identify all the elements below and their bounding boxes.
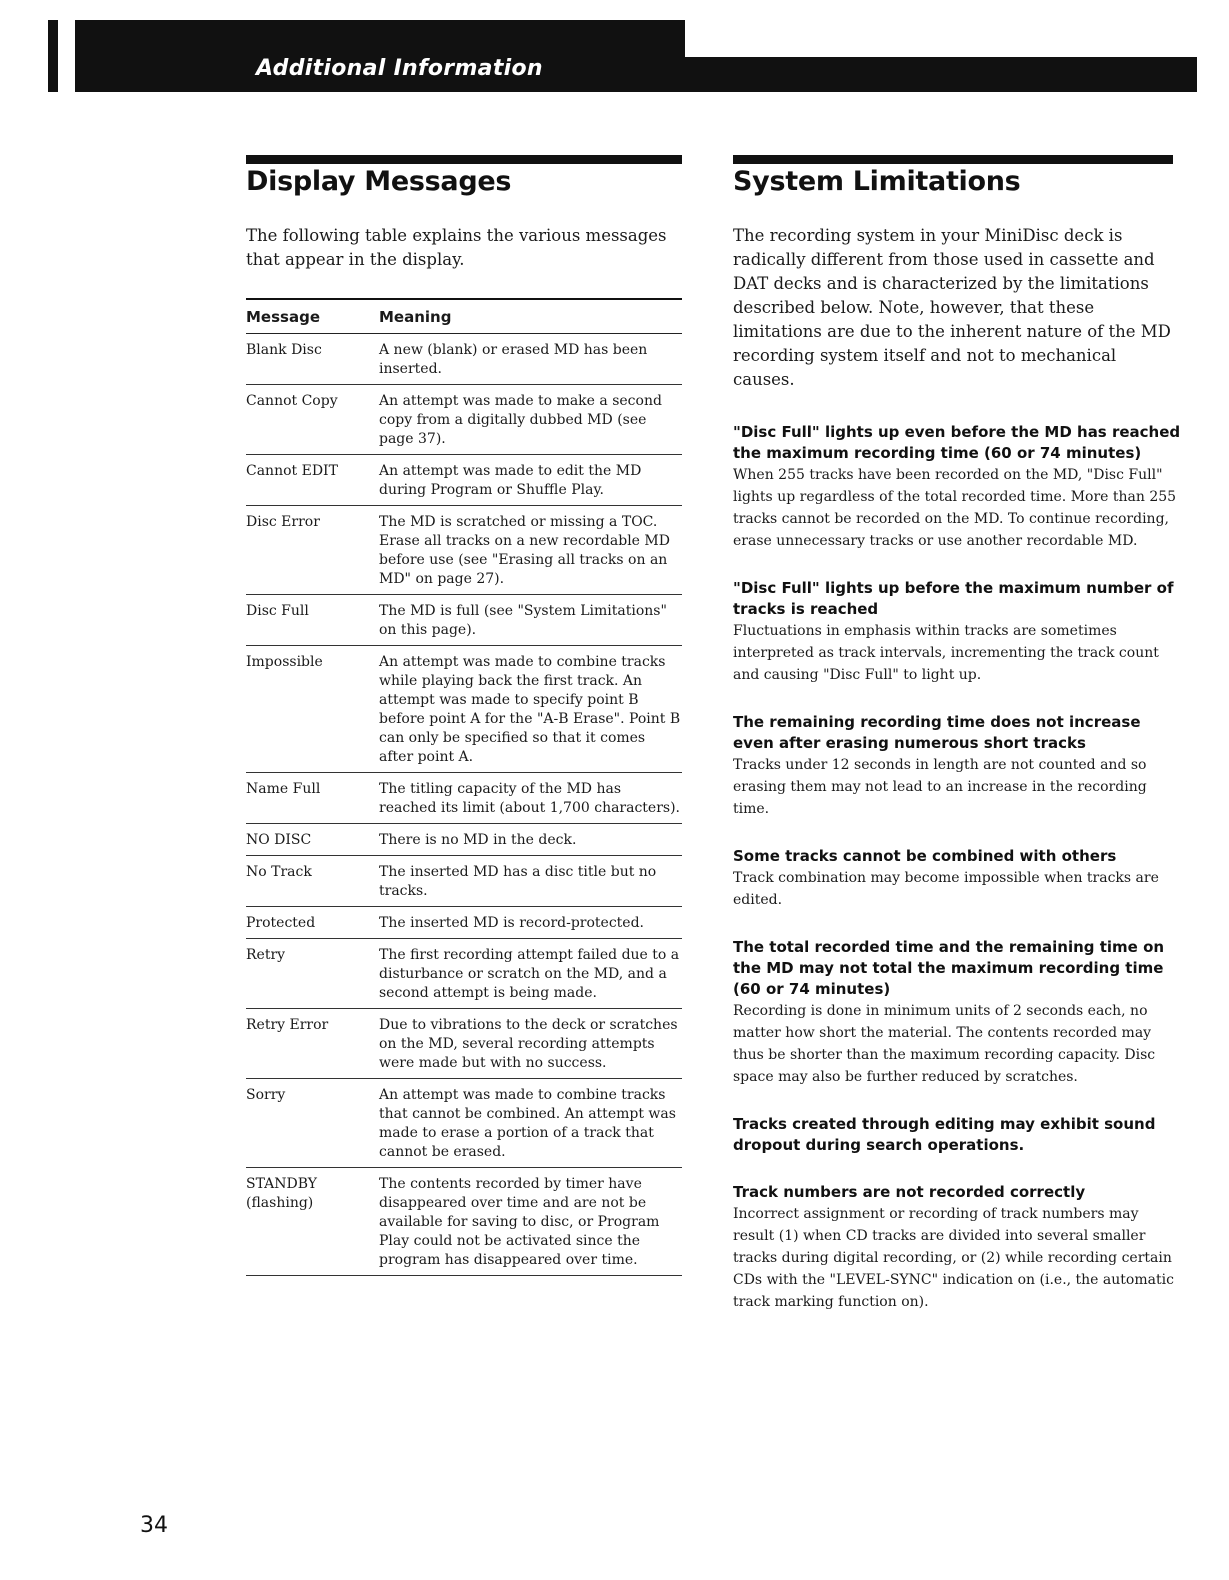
limitation-body: Tracks under 12 seconds in length are not counted and so erasing them may not lead to an increase in the recording time. (733, 757, 1147, 817)
table-row (246, 646, 682, 773)
messages-table (246, 298, 682, 1276)
meaning-cell: The inserted MD has a disc title but no tracks. (379, 864, 657, 899)
table-body (246, 334, 682, 1276)
limitation-heading: "Disc Full" lights up even before the MD has reached the maximum recording time (60 or 74 minutes) (733, 423, 1181, 462)
message-cell: Disc Full (246, 603, 309, 619)
meaning-cell: The inserted MD is record-protected. (379, 915, 644, 931)
message-cell: Blank Disc (246, 342, 322, 358)
column-header-message: Message (246, 307, 320, 326)
meaning-cell: The titling capacity of the MD has reached its limit (about 1,700 characters). (379, 781, 681, 816)
limitation-topic (733, 578, 1181, 686)
limitation-topic (733, 1114, 1181, 1156)
limitation-body: Track combination may become impossible when tracks are edited. (733, 870, 1159, 908)
meaning-cell: A new (blank) or erased MD has been inserted. (379, 342, 648, 377)
table-row (246, 506, 682, 595)
table-row (246, 1009, 682, 1079)
meaning-cell: The first recording attempt failed due to a disturbance or scratch on the MD, and a second attempt is being made. (379, 947, 680, 1001)
message-cell: Cannot Copy (246, 393, 338, 409)
limitation-heading: "Disc Full" lights up before the maximum number of tracks is reached (733, 579, 1174, 618)
message-cell: Retry (246, 947, 286, 963)
table-row (246, 595, 682, 646)
limitation-heading: The total recorded time and the remaining time on the MD may not total the maximum recording time (60 or 74 minutes) (733, 938, 1165, 998)
message-cell: Sorry (246, 1087, 286, 1103)
table-row (246, 1168, 682, 1276)
meaning-cell: An attempt was made to make a second copy from a digitally dubbed MD (see page 37). (379, 393, 662, 447)
message-cell: NO DISC (246, 832, 312, 848)
table-row (246, 773, 682, 824)
table-row (246, 455, 682, 506)
limitation-topic (733, 1182, 1181, 1313)
table-row (246, 824, 682, 856)
table-row (246, 385, 682, 455)
limitation-topic (733, 937, 1181, 1088)
limitation-heading: Tracks created through editing may exhibit sound dropout during search operations. (733, 1115, 1156, 1154)
chapter-title: Additional Information (256, 56, 543, 81)
message-cell: Disc Error (246, 514, 320, 530)
meaning-cell: There is no MD in the deck. (379, 832, 577, 848)
section-rule-display-messages (246, 155, 682, 164)
display-messages-title: Display Messages (246, 166, 512, 197)
system-limitations-body (733, 224, 1181, 1339)
message-cell: Impossible (246, 654, 323, 670)
message-cell: Name Full (246, 781, 321, 797)
message-cell: Protected (246, 915, 316, 931)
table-row (246, 939, 682, 1009)
message-cell: Retry Error (246, 1017, 329, 1033)
table-row (246, 907, 682, 939)
limitations-list (733, 422, 1181, 1313)
table-row (246, 334, 682, 385)
meaning-cell: An attempt was made to combine tracks while playing back the first track. An attempt was made to specify point B before point A for the "A-B Erase". Point B can only be specified so that it comes after point A. (379, 654, 681, 765)
limitation-heading: Track numbers are not recorded correctly (733, 1183, 1086, 1201)
message-cell: Cannot EDIT (246, 463, 338, 479)
meaning-cell: An attempt was made to edit the MD during Program or Shuffle Play. (379, 463, 642, 498)
limitation-body: When 255 tracks have been recorded on the MD, "Disc Full" lights up regardless of the total recorded time. More than 255 tracks cannot be recorded on the MD. To continue recording, erase unnecessary tracks or use another recordable MD. (733, 467, 1177, 549)
message-cell: No Track (246, 864, 312, 880)
limitation-topic (733, 422, 1181, 552)
section-rule-system-limitations (733, 155, 1173, 164)
meaning-cell: The MD is full (see "System Limitations" on this page). (379, 603, 667, 638)
limitation-body: Recording is done in minimum units of 2 seconds each, no matter how short the material. The contents recorded may thus be shorter than the maximum recording capacity. Disc space may also be further reduced by scratches. (733, 1003, 1156, 1085)
limitation-heading: Some tracks cannot be combined with others (733, 847, 1117, 865)
meaning-cell: An attempt was made to combine tracks that cannot be combined. An attempt was made to erase a portion of a track that cannot be erased. (379, 1087, 676, 1160)
limitation-heading: The remaining recording time does not increase even after erasing numerous short tracks (733, 713, 1141, 752)
table-row (246, 1079, 682, 1168)
limitation-topic (733, 846, 1181, 911)
limitation-body: Incorrect assignment or recording of track numbers may result (1) when CD tracks are divided into several smaller tracks during digital recording, or (2) while recording certain CDs with the "LEVEL-SYNC" indication on (i.e., the automatic track marking function on). (733, 1206, 1174, 1310)
meaning-cell: The contents recorded by timer have disappeared over time and are not be available for saving to disc, or Program Play could not be activated since the program has disappeared over time. (379, 1176, 660, 1268)
limitation-topic (733, 712, 1181, 820)
table-header (246, 300, 682, 334)
message-cell: STANDBY (flashing) (246, 1176, 318, 1211)
system-limitations-intro: The recording system in your MiniDisc deck is radically different from those used in cassette and DAT decks and is characterized by the limitations described below. Note, however, that these limitations are due to the inherent nature of the MD recording system itself and not to mechanical causes. (733, 226, 1171, 389)
meaning-cell: The MD is scratched or missing a TOC. Erase all tracks on a new recordable MD before use (see "Erasing all tracks on an MD" on page 27). (379, 514, 670, 587)
meaning-cell: Due to vibrations to the deck or scratches on the MD, several recording attempts were made but with no success. (379, 1017, 678, 1071)
column-header-meaning: Meaning (379, 307, 452, 326)
limitation-body: Fluctuations in emphasis within tracks are sometimes interpreted as track intervals, incrementing the track count and causing "Disc Full" to light up. (733, 623, 1159, 683)
system-limitations-title: System Limitations (733, 166, 1021, 197)
page-number: 34 (140, 1513, 168, 1538)
header-band-extension (685, 57, 1197, 92)
display-messages-intro: The following table explains the various messages that appear in the display. (246, 226, 667, 269)
table-row (246, 856, 682, 907)
page-tab-marker (48, 20, 58, 92)
